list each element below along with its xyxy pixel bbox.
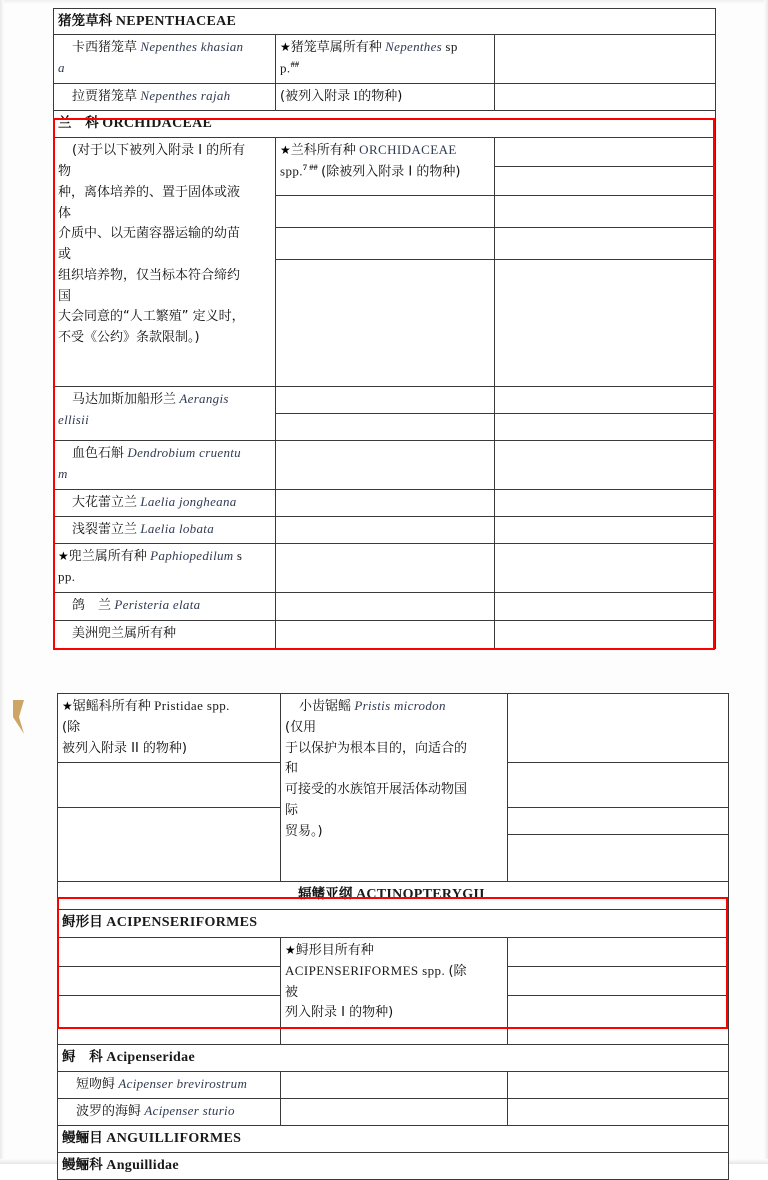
- table-row: [54, 84, 716, 111]
- rank-la: NEPENTHACEAE: [115, 14, 237, 29]
- table-row: [54, 35, 716, 84]
- note-cn: (被列入附录: [280, 89, 351, 105]
- cell-pristis-microdon: [281, 694, 508, 882]
- rank-la: ACIPENSERIFORMES: [106, 915, 258, 930]
- plants-species-table: [53, 8, 716, 649]
- cell-appendix-col: [508, 694, 729, 763]
- star-icon: ★: [62, 699, 73, 713]
- cell-blank: [276, 260, 495, 387]
- rank-cn: 辐鳍亚纲: [298, 886, 353, 902]
- taxon-la: Paphiopedilum: [150, 548, 234, 564]
- cell-orchid-note: [54, 138, 276, 387]
- cell-sturio: [58, 1099, 281, 1126]
- species-la-wrap: a: [58, 60, 65, 76]
- table-row: [58, 1126, 729, 1153]
- cell-blank: [281, 1072, 508, 1099]
- cell-appendix-col: [495, 517, 716, 544]
- cell-peristeria: [54, 593, 276, 621]
- star-icon: ★: [285, 943, 296, 957]
- species-la: Acipenser sturio: [144, 1103, 235, 1118]
- cell-acipenseriformes-all: [281, 938, 508, 1045]
- cell-appendix-col: [495, 621, 716, 649]
- cell-brevirostrum: [58, 1072, 281, 1099]
- taxon-spp: s: [236, 548, 243, 564]
- cell-appendix-col: [495, 138, 716, 167]
- cell-appendix-col: [495, 414, 716, 441]
- taxon-spp-wrap: pp.: [58, 569, 76, 585]
- rank-cn: 鲟 科: [62, 1049, 103, 1065]
- cell-appendix-col: [495, 387, 716, 414]
- species-la-wrap: ellisii: [58, 412, 89, 428]
- species-la: Dendrobium cruentu: [127, 445, 241, 461]
- cell-blank: [276, 228, 495, 260]
- note-line: 国: [58, 288, 72, 304]
- note-line: 和: [285, 761, 299, 777]
- table-row: [54, 387, 716, 414]
- cell-blank: [276, 621, 495, 649]
- table-row: [54, 111, 716, 138]
- cell-appendix-col: [508, 1072, 729, 1099]
- species-cn: 波罗的海鲟: [76, 1104, 142, 1119]
- species-la: Pristis microdon: [354, 698, 446, 713]
- table-row: [58, 1153, 729, 1180]
- species-cn: 马达加斯加船形兰: [72, 392, 177, 408]
- rank-cn: 兰 科: [58, 115, 99, 132]
- table-row: [58, 910, 729, 938]
- note-line: 被列入附录 II 的物种): [62, 740, 188, 756]
- rank-row-acipenseridae: [58, 1045, 729, 1072]
- taxon-spp-wrap: p.: [280, 60, 291, 76]
- cell-blank: [58, 938, 281, 967]
- cell-appendix-col: [508, 835, 729, 882]
- rank-row-acipenseriformes: [58, 910, 729, 938]
- cell-rajah: [54, 84, 276, 111]
- bookmark-icon: [10, 700, 28, 734]
- taxon-cn: 锯鳐科所有种: [72, 699, 151, 714]
- species-cn: 大花蕾立兰: [72, 495, 138, 511]
- table-row: [54, 621, 716, 649]
- cell-appendix-col: [495, 84, 716, 111]
- species-cn: 血色石斛: [72, 446, 125, 462]
- cell-blank: [281, 1099, 508, 1126]
- taxon-la: Pristidae spp.: [154, 698, 230, 713]
- star-icon: ★: [280, 40, 291, 55]
- cell-blank: [276, 544, 495, 593]
- rank-la: ORCHIDACEAE: [102, 116, 213, 132]
- rank-row-anguilliformes: [58, 1126, 729, 1153]
- note-line: 于以保护为根本目的，向适合的: [285, 740, 468, 756]
- cell-blank: [58, 996, 281, 1045]
- cell-blank: [276, 387, 495, 414]
- rank-row-actinopterygii: [58, 882, 729, 910]
- footnote-marker: ##: [290, 59, 300, 70]
- taxon-cn: 兜兰属所有种: [68, 549, 147, 565]
- appendix-roman: I: [353, 88, 359, 104]
- rank-cn: 鳗鲡目: [62, 1130, 103, 1146]
- note-line: 体: [58, 205, 72, 221]
- note-line: 物: [58, 164, 72, 180]
- species-cn: 卡西猪笼草: [72, 40, 138, 56]
- cell-blank: [276, 414, 495, 441]
- cell-paphiopedilum: [54, 544, 276, 593]
- cell-laelia-lobata: [54, 517, 276, 544]
- cell-blank: [276, 441, 495, 490]
- cell-blank: [58, 763, 281, 808]
- table-row: [58, 938, 729, 967]
- species-cn: 美洲兜兰属所有种: [72, 626, 177, 642]
- table-row: [58, 1045, 729, 1072]
- note-line: 贸易。): [285, 823, 323, 839]
- cell-blank: [58, 967, 281, 996]
- rank-row-anguillidae: [58, 1153, 729, 1180]
- rank-cn: 猪笼草科: [58, 13, 113, 29]
- species-la: Laelia lobata: [140, 521, 214, 537]
- page-edge-left: [0, 0, 4, 1164]
- note-line: 大会同意的“人工繁殖” 定义时，: [58, 309, 245, 325]
- table-row: [58, 882, 729, 910]
- cell-orchid-all: [276, 138, 495, 196]
- cell-appendix-col: [508, 1099, 729, 1126]
- note-line: 或: [58, 247, 72, 263]
- taxon-spp: spp.: [280, 163, 303, 179]
- table-row: [54, 517, 716, 544]
- cell-aerangis: [54, 387, 276, 441]
- note-line: (仅用: [285, 719, 317, 735]
- species-cn: 短吻鲟: [76, 1077, 116, 1092]
- species-la: Laelia jongheana: [140, 494, 237, 510]
- cell-appendix-col: [495, 544, 716, 593]
- cell-appendix-col: [495, 196, 716, 228]
- taxon-note: (除被列入附录 I 的物种): [321, 164, 461, 180]
- species-la: Nepenthes rajah: [140, 88, 231, 104]
- cell-nepenthes-spp: [276, 35, 495, 84]
- rank-row-nepenthaceae: [54, 9, 716, 35]
- cell-appendix-col: [508, 763, 729, 808]
- table-row: [58, 1072, 729, 1099]
- cell-khasiana: [54, 35, 276, 84]
- rank-la: ACTINOPTERYGII: [355, 887, 485, 902]
- note-cn-2: 的物种): [358, 89, 403, 105]
- table-row: [54, 138, 716, 167]
- cell-rajah-note: [276, 84, 495, 111]
- cell-blank: [276, 196, 495, 228]
- cell-appendix-col: [495, 593, 716, 621]
- star-icon: ★: [58, 549, 69, 564]
- cell-pristidae: [58, 694, 281, 763]
- table-row: [54, 9, 716, 35]
- species-la: Acipenser brevirostrum: [118, 1076, 248, 1091]
- cell-phragmipedium: [54, 621, 276, 649]
- page-edge-top: [0, 0, 768, 4]
- rank-la: Acipenseridae: [106, 1050, 195, 1065]
- cell-laelia-jongheana: [54, 490, 276, 517]
- fish-species-table: [57, 693, 729, 1180]
- cell-blank: [58, 808, 281, 882]
- cell-appendix-col: [495, 228, 716, 260]
- taxon-la: Nepenthes: [385, 39, 443, 55]
- note-line: 种，离体培养的、置于固体或液: [58, 184, 241, 200]
- note-line: (对于以下被列入附录 I 的所有: [72, 143, 246, 159]
- species-cn: 拉贾猪笼草: [72, 89, 138, 105]
- cell-dendrobium: [54, 441, 276, 490]
- species-cn: 浅裂蕾立兰: [72, 522, 138, 538]
- cell-appendix-col: [508, 938, 729, 967]
- star-icon: ★: [280, 143, 291, 158]
- note-line: (除: [448, 963, 467, 979]
- taxon-la: ACIPENSERIFORMES spp.: [285, 962, 446, 978]
- page-edge-right: [764, 0, 768, 1164]
- species-cn: 鸽 兰: [72, 598, 112, 614]
- note-line: (除: [62, 719, 81, 735]
- species-la-wrap: m: [58, 466, 68, 482]
- species-la: Peristeria elata: [114, 597, 201, 613]
- note-line: 际: [285, 802, 299, 818]
- rank-la: ANGUILLIFORMES: [106, 1131, 242, 1146]
- species-cn: 小齿锯鳐: [299, 699, 352, 714]
- cell-blank: [276, 593, 495, 621]
- cell-appendix-col: [495, 260, 716, 387]
- table-row: [54, 441, 716, 490]
- table-row: [54, 544, 716, 593]
- note-line: 可接受的水族馆开展活体动物国: [285, 782, 468, 797]
- cell-appendix-col: [495, 490, 716, 517]
- cell-appendix-col: [508, 808, 729, 835]
- taxon-spp: sp: [445, 39, 458, 55]
- cell-appendix-col: [508, 967, 729, 996]
- note-line: 组织培养物，仅当标本符合缔约: [58, 267, 241, 283]
- note-line: 列入附录 I 的物种): [285, 1005, 394, 1021]
- taxon-cn: 兰科所有种: [290, 143, 356, 159]
- cell-blank: [276, 490, 495, 517]
- note-line: 被: [285, 984, 299, 1000]
- rank-la: Anguillidae: [106, 1158, 179, 1173]
- table-row: [58, 694, 729, 763]
- taxon-cn: 猪笼草属所有种: [290, 40, 382, 56]
- rank-cn: 鲟形目: [62, 914, 103, 930]
- cell-appendix-col: [508, 996, 729, 1045]
- table-row: [54, 490, 716, 517]
- rank-cn: 鳗鲡科: [62, 1157, 103, 1173]
- taxon-cn: 鲟形目所有种: [295, 943, 374, 958]
- taxon-la: ORCHIDACEAE: [359, 142, 457, 158]
- note-line: 介质中、以无菌容器运输的幼苗: [58, 226, 241, 242]
- cell-appendix-col: [495, 167, 716, 196]
- species-la: Nepenthes khasian: [140, 39, 244, 55]
- species-la: Aerangis: [179, 391, 229, 407]
- table-row: [54, 593, 716, 621]
- cell-appendix-col: [495, 35, 716, 84]
- table-row: [58, 1099, 729, 1126]
- cell-blank: [276, 517, 495, 544]
- cell-appendix-col: [495, 441, 716, 490]
- rank-row-orchidaceae: [54, 111, 716, 138]
- note-line: 不受《公约》条款限制。): [58, 330, 200, 346]
- footnote-marker: 7 ##: [302, 162, 318, 173]
